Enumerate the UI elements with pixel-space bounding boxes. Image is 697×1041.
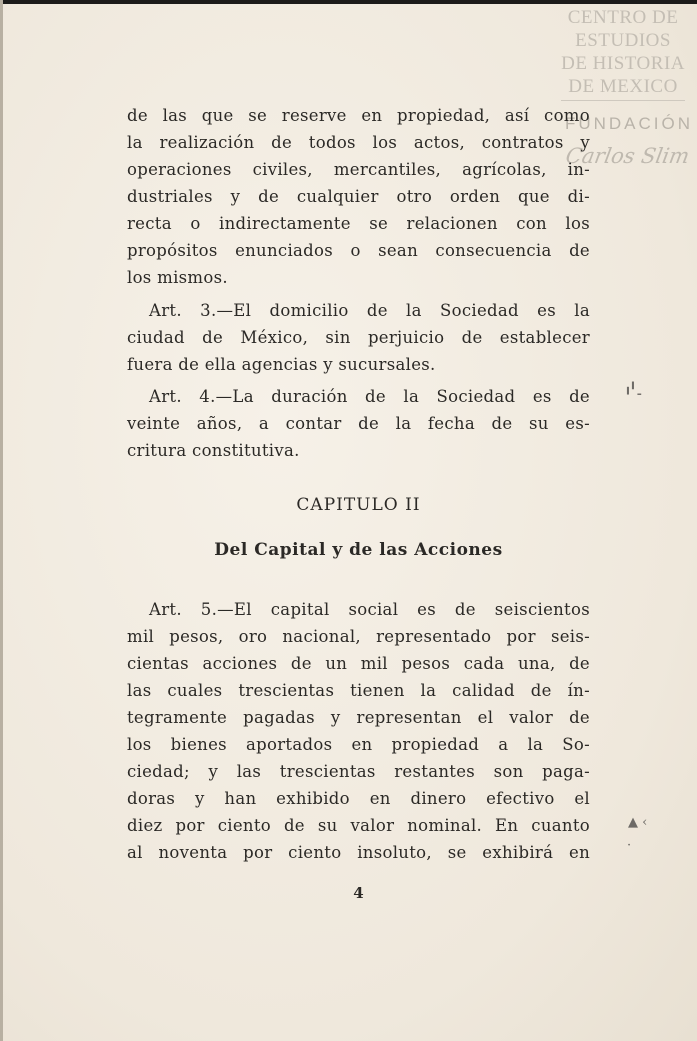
text-line: Art. 4.—La duración de la Sociedad es de: [149, 387, 590, 406]
stray-mark: ·: [627, 838, 632, 853]
stray-mark: ╹ ⁃: [624, 388, 643, 403]
watermark-signature: Carlos Slim: [563, 144, 692, 168]
stray-mark: ▲ ‹: [628, 815, 648, 830]
watermark-line: ESTUDIOS: [575, 30, 671, 51]
stray-mark: ╻: [629, 375, 637, 390]
text-line: veinte años, a contar de la fecha de su es-: [127, 414, 590, 433]
article-5: [127, 596, 590, 866]
text-line: operaciones civiles, mercantiles, agrícolas, in-: [127, 160, 590, 179]
text-line: fuera de ella agencias y sucursales.: [127, 355, 436, 374]
watermark-line: CENTRO DE: [567, 7, 679, 28]
text-line: tegramente pagadas y representan el valor de: [127, 708, 590, 727]
text-line: los bienes aportados en propiedad a la So-: [127, 735, 590, 754]
archive-watermark: [561, 6, 685, 101]
text-line: las cuales trescientas tienen la calidad de ín-: [127, 681, 590, 700]
chapter-subtitle: Del Capital y de las Acciones: [214, 540, 503, 560]
article-3: [127, 297, 590, 378]
watermark-rule: [561, 100, 685, 101]
watermark-line: DE HISTORIA: [561, 53, 685, 74]
scan-edge-left: [0, 0, 3, 1041]
text-line: la realización de todos los actos, contratos y: [127, 133, 590, 152]
page-number: 4: [353, 884, 364, 902]
watermark-foundation: FUNDACIÓN: [564, 114, 693, 133]
text-line: doras y han exhibido en dinero efectivo el: [127, 789, 590, 808]
text-line: diez por ciento de su valor nominal. En cuanto: [127, 816, 590, 835]
watermark-line: DE MEXICO: [568, 76, 678, 97]
paragraph-continuation: [127, 102, 590, 291]
text-line: ciedad; y las trescientas restantes son paga-: [127, 762, 590, 781]
text-line: propósitos enunciados o sean consecuencia de: [127, 241, 590, 260]
text-line: cientas acciones de un mil pesos cada una, de: [127, 654, 590, 673]
text-line: de las que se reserve en propiedad, así como: [127, 106, 590, 125]
article-4: [127, 383, 590, 464]
text-line: al noventa por ciento insoluto, se exhibirá en: [127, 843, 590, 862]
chapter-title: CAPITULO II: [296, 495, 421, 515]
text-line: recta o indirectamente se relacionen con los: [127, 214, 590, 233]
text-line: dustriales y de cualquier otro orden que di-: [127, 187, 590, 206]
text-line: Art. 5.—El capital social es de seiscientos: [149, 600, 590, 619]
text-line: critura constitutiva.: [127, 441, 300, 460]
text-line: ciudad de México, sin perjuicio de establecer: [127, 328, 590, 347]
text-line: mil pesos, oro nacional, representado por seis-: [127, 627, 590, 646]
text-line: Art. 3.—El domicilio de la Sociedad es la: [149, 301, 590, 320]
text-line: los mismos.: [127, 268, 228, 287]
